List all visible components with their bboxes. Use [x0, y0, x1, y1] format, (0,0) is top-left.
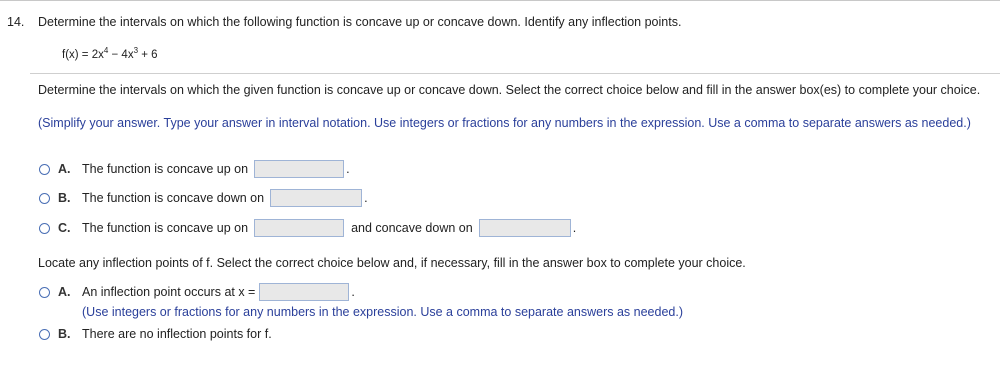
choice-inflection-b[interactable]: B. There are no inflection points for f. [38, 323, 272, 345]
section-divider [30, 73, 1000, 74]
question-prompt: Determine the intervals on which the following function is concave up or concave down. Identify any inflection points. [38, 15, 682, 29]
answer-box-inflection[interactable] [259, 283, 349, 301]
answer-box-concave-up[interactable] [254, 160, 344, 178]
function-expression: $f(x) = 2x^4 - 4x^3 + 6$ [62, 46, 158, 61]
choice-label: An inflection point occurs at x = [82, 285, 256, 299]
choice-concavity-c[interactable]: C. The function is concave up on and concave down on . [38, 217, 576, 239]
answer-box-concave-up-c[interactable] [254, 219, 344, 237]
choice-concavity-a[interactable]: A. The function is concave up on . [38, 158, 350, 180]
choice-label: There are no inflection points for f. [82, 327, 272, 341]
part2-instruction: Locate any inflection points of f. Select the correct choice below and, if necessary, fill in the answer box to complete your choice. [38, 256, 746, 270]
choice-label: The function is concave up on [82, 162, 249, 176]
choice-label-2: and concave down on [351, 221, 473, 235]
choice-label: The function is concave down on [82, 191, 265, 205]
radio-button[interactable] [39, 223, 50, 234]
part1-hint: (Simplify your answer. Type your answer in interval notation. Use integers or fractions for any numbers in the expression. Use a comma to separate answers as needed.) [38, 116, 971, 130]
choice-inflection-a[interactable]: A. An inflection point occurs at x = . [38, 281, 355, 303]
top-border [0, 0, 1000, 1]
radio-button[interactable] [39, 164, 50, 175]
choice-label: The function is concave up on [82, 221, 249, 235]
part2-hint: (Use integers or fractions for any numbers in the expression. Use a comma to separate answers as needed.) [82, 305, 683, 319]
radio-button[interactable] [39, 329, 50, 340]
choice-concavity-b[interactable]: B. The function is concave down on . [38, 187, 368, 209]
radio-button[interactable] [39, 193, 50, 204]
radio-button[interactable] [39, 287, 50, 298]
answer-box-concave-down-c[interactable] [479, 219, 571, 237]
part1-instruction: Determine the intervals on which the given function is concave up or concave down. Select the correct choice below and fill in the answer box(es) to complete your choice. [38, 83, 981, 97]
question-number: 14. [7, 15, 25, 29]
answer-box-concave-down[interactable] [270, 189, 362, 207]
